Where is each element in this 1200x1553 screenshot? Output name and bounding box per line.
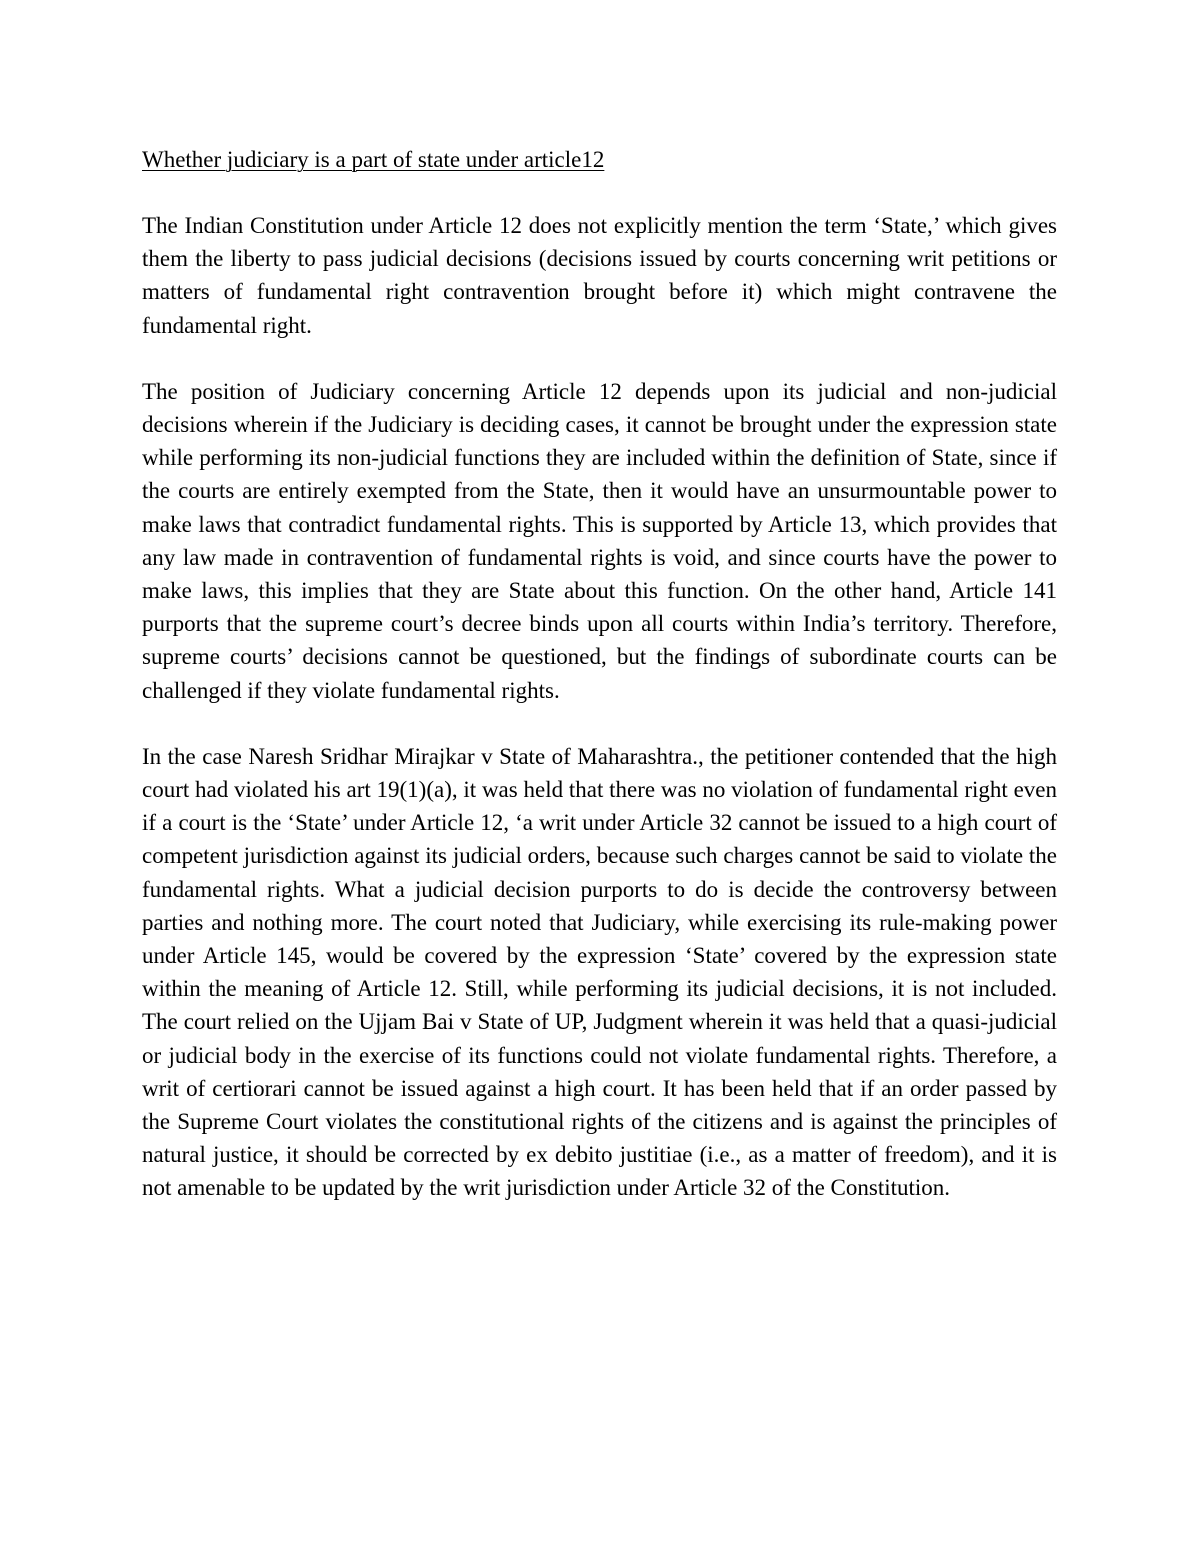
paragraph-position-of-judiciary: The position of Judiciary concerning Article 12 depends upon its judicial and non-judicial decisions wherein if the Judiciary is deciding cases, it cannot be brought under the expression state while performing its non-judicial functions they are included within the definition of State, since if the courts are entirely exempted from the State, then it would have an unsurmountable power to make laws that contradict fundamental rights. This is supported by Article 13, which provides that any law made in contravention of fundamental rights is void, and since courts have the power to make laws, this implies that they are State about this function. On the other hand, Article 141 purports that the supreme court’s decree binds upon all courts within India’s territory. Therefore, supreme courts’ decisions cannot be questioned, but the findings of subordinate courts can be challenged if they violate fundamental rights. bbox=[142, 378, 1057, 703]
paragraph-case-law: In the case Naresh Sridhar Mirajkar v State of Maharashtra., the petitioner contended that the high court had violated his art 19(1)(a), it was held that there was no violation of fundamental right even if a court is the ‘State’ under Article 12, ‘a writ under Article 32 cannot be issued to a high court of competent jurisdiction against its judicial orders, because such charges cannot be said to violate the fundamental rights. What a judicial decision purports to do is decide the controversy between parties and nothing more. The court noted that Judiciary, while exercising its rule-making power under Article 145, would be covered by the expression ‘State’ covered by the expression state within the meaning of Article 12. Still, while performing its judicial decisions, it is not included. The court relied on the Ujjam Bai v State of UP, Judgment wherein it was held that a quasi-judicial or judicial body in the exercise of its functions could not violate fundamental rights. Therefore, a writ of certiorari cannot be issued against a high court. It has been held that if an order passed by the Supreme Court violates the constitutional rights of the citizens and is against the principles of natural justice, it should be corrected by ex debito justitiae (i.e., as a matter of freedom), and it is not amenable to be updated by the writ jurisdiction under Article 32 of the Constitution. bbox=[142, 743, 1057, 1201]
document-title: Whether judiciary is a part of state under article12 bbox=[142, 147, 605, 172]
paragraph-intro: The Indian Constitution under Article 12 does not explicitly mention the term ‘State,’ which gives them the liberty to pass judicial decisions (decisions issued by courts concerning writ petitions or matters of fundamental right contravention brought before it) which might contravene the fundamental right. bbox=[142, 213, 1057, 338]
